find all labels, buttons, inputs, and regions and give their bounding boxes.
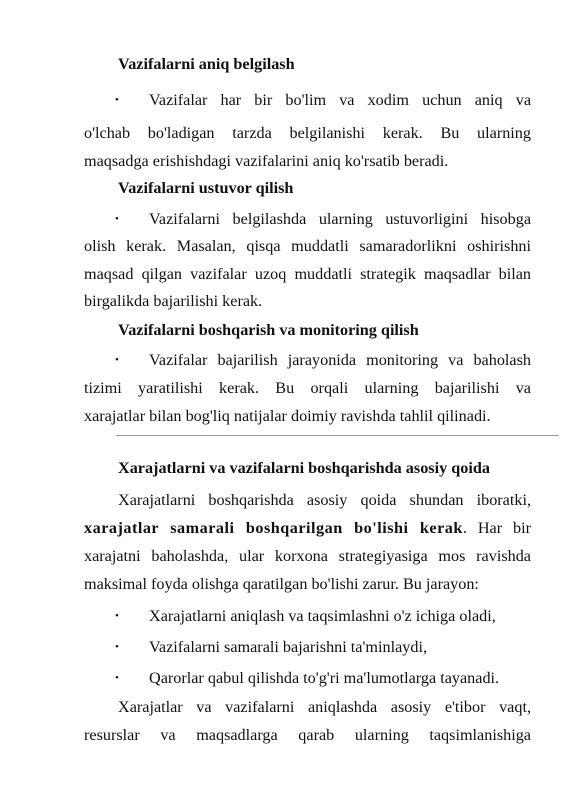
bullet-icon: •: [115, 672, 119, 684]
bullet-text: Vazifalar bajarilish jarayonida monitoring va baholash: [149, 351, 531, 369]
bullet-icon: •: [115, 641, 119, 653]
paragraph-text: . Har bir: [462, 519, 532, 537]
bullet-text: Vazifalar har bir bo'lim va xodim uchun aniq va: [149, 91, 531, 109]
paragraph-line: Xarajatlar va vazifalarni aniqlashda asosiy e'tibor vaqt,: [118, 698, 531, 716]
paragraph-line: xarajatni baholashda, ular korxona strategiyasiga mos ravishda: [84, 547, 531, 565]
emphasis-text: xarajatlar samarali boshqarilgan bo'lishi kerak: [84, 519, 463, 537]
horizontal-divider: [116, 435, 559, 436]
paragraph-line: birgalikda bajarilishi kerak.: [84, 292, 263, 310]
heading-prioritize-tasks: Vazifalarni ustuvor qilish: [118, 179, 294, 197]
paragraph-line: olish kerak. Masalan, qisqa muddatli samaradorlikni oshirishni: [84, 237, 531, 255]
paragraph-line: maksimal foyda olishga qaratilgan bo'lishi zarur. Bu jarayon:: [84, 575, 479, 593]
bullet-icon: •: [115, 213, 119, 225]
bullet-text: Vazifalarni samarali bajarishni ta'minlaydi,: [149, 638, 427, 656]
heading-main-rule: Xarajatlarni va vazifalarni boshqarishda asosiy qoida: [118, 459, 490, 477]
paragraph-line: o'lchab bo'ladigan tarzda belgilanishi kerak. Bu ularning: [84, 124, 531, 142]
bullet-text: Xarajatlarni aniqlash va taqsimlashni o'z ichiga oladi,: [149, 607, 496, 625]
bullet-icon: •: [115, 610, 119, 622]
bullet-text: Vazifalarni belgilashda ularning ustuvorligini hisobga: [149, 210, 531, 228]
paragraph-line: maqsad qilgan vazifalar uzoq muddatli strategik maqsadlar bilan: [84, 265, 531, 283]
heading-define-tasks: Vazifalarni aniq belgilash: [118, 55, 295, 73]
bullet-icon: •: [115, 94, 119, 106]
bullet-icon: •: [115, 354, 119, 366]
paragraph-line: tizimi yaratilishi kerak. Bu orqali ularning bajarilishi va: [84, 379, 531, 397]
paragraph-line: resurslar va maqsadlarga qarab ularning taqsimlanishiga: [84, 726, 531, 744]
heading-manage-monitor-tasks: Vazifalarni boshqarish va monitoring qilish: [118, 321, 419, 339]
paragraph-line: maqsadga erishishdagi vazifalarini aniq ko'rsatib beradi.: [84, 152, 449, 170]
paragraph-line: xarajatlar bilan bog'liq natijalar doimiy ravishda tahlil qilinadi.: [84, 407, 491, 425]
paragraph-line: Xarajatlarni boshqarishda asosiy qoida shundan iboratki,: [118, 491, 531, 509]
paragraph-line: [84, 518, 531, 538]
bullet-text: Qarorlar qabul qilishda to'g'ri ma'lumotlarga tayanadi.: [149, 669, 500, 687]
